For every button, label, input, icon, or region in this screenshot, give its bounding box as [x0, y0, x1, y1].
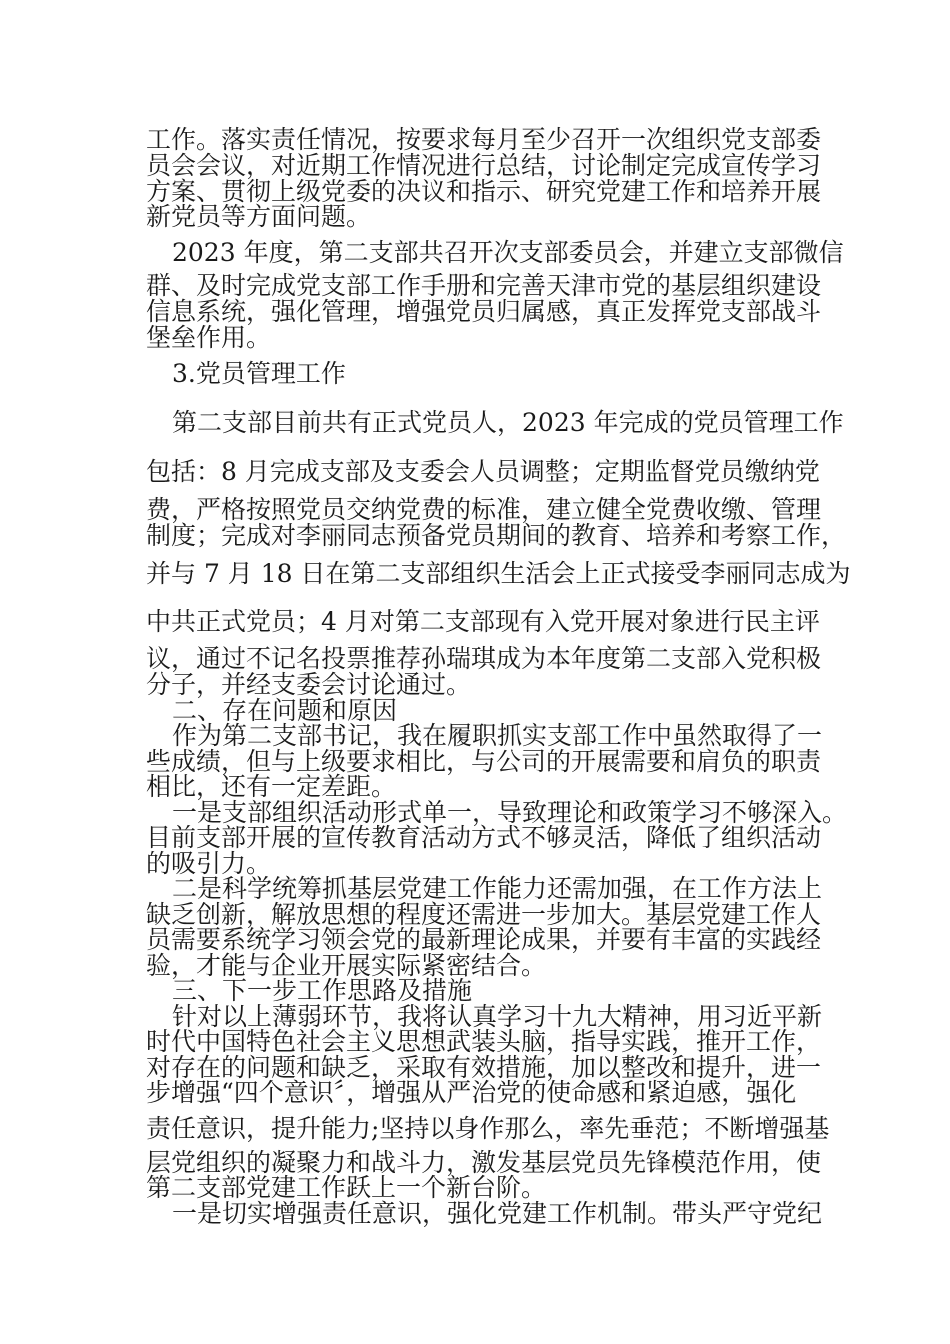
text-line: 二是科学统筹抓基层党建工作能力还需加强，在工作方法上 — [172, 874, 823, 903]
text-line: 方案、贯彻上级党委的决议和指示、研究党建工作和培养开展 — [146, 177, 822, 206]
text-line: 中共正式党员；4 月对第二支部现有入党开展对象进行民主评 — [146, 607, 820, 636]
text-line: 员需要系统学习领会党的最新理论成果，并要有丰富的实践经 — [146, 925, 822, 954]
text-line: 目前支部开展的宣传教育活动方式不够灵活，降低了组织活动 — [146, 823, 822, 852]
text-line: 层党组织的凝聚力和战斗力，激发基层党员先锋模范作用，使 — [146, 1148, 822, 1177]
section-heading: 二、存在问题和原因 — [172, 696, 398, 725]
text-line: 些成绩，但与上级要求相比，与公司的开展需要和肩负的职责 — [146, 747, 822, 776]
text-line: 验，才能与企业开展实际紧密结合。 — [146, 951, 547, 980]
text-line: 费，严格按照党员交纳党费的标准，建立健全党费收缴、管理 — [146, 495, 822, 524]
text-line: 堡垒作用。 — [146, 323, 272, 352]
section-heading: 三、下一步工作思路及措施 — [172, 976, 473, 1005]
text-line: 员会会议，对近期工作情况进行总结，讨论制定完成宣传学习 — [146, 151, 822, 180]
text-line: 包括：8 月完成支部及支委会人员调整；定期监督党员缴纳党 — [146, 457, 820, 486]
text-line: 信息系统，强化管理，增强党员归属感，真正发挥党支部战斗 — [146, 297, 822, 326]
text-line: 新党员等方面问题。 — [146, 202, 372, 231]
text-line: 相比，还有一定差距。 — [146, 772, 397, 801]
text-line: 分子，并经支委会讨论通过。 — [146, 670, 472, 699]
text-line: 步增强“四个意识〞，增强从严治党的使命感和紧迫感，强化 — [146, 1078, 797, 1107]
text-line: 2023 年度，第二支部共召开次支部委员会，并建立支部微信 — [172, 238, 844, 267]
text-line: 针对以上薄弱环节，我将认真学习十九大精神，用习近平新 — [172, 1002, 823, 1031]
text-line: 的吸引力。 — [146, 849, 272, 878]
text-line: 责任意识，提升能力;坚持以身作那么，率先垂范；不断增强基 — [146, 1114, 830, 1143]
text-line: 一是支部组织活动形式单一，导致理论和政策学习不够深入。 — [172, 798, 848, 827]
text-line: 时代中国特色社会主义思想武装头脑，指导实践，推开工作， — [146, 1027, 822, 1056]
text-line: 并与 7 月 18 日在第二支部组织生活会上正式接受李丽同志成为 — [146, 559, 851, 588]
section-heading: 3.党员管理工作 — [172, 359, 346, 388]
text-line: 第二支部党建工作跃上一个新台阶。 — [146, 1173, 547, 1202]
text-line: 一是切实增强责任意识，强化党建工作机制。带头严守党纪 — [172, 1199, 823, 1228]
text-line: 群、及时完成党支部工作手册和完善天津市党的基层组织建设 — [146, 271, 822, 300]
text-line: 制度；完成对李丽同志预备党员期间的教育、培养和考察工作， — [146, 521, 847, 550]
text-line: 第二支部目前共有正式党员人，2023 年完成的党员管理工作 — [172, 408, 844, 437]
text-line: 对存在的问题和缺乏，采取有效措施，加以整改和提升，进一 — [146, 1053, 822, 1082]
text-line: 工作。落实责任情况，按要求每月至少召开一次组织党支部委 — [146, 125, 822, 154]
text-line: 缺乏创新，解放思想的程度还需进一步加大。基层党建工作人 — [146, 900, 822, 929]
text-line: 议，通过不记名投票推荐孙瑞琪成为本年度第二支部入党积极 — [146, 644, 822, 673]
text-line: 作为第二支部书记，我在履职抓实支部工作中虽然取得了一 — [172, 721, 823, 750]
